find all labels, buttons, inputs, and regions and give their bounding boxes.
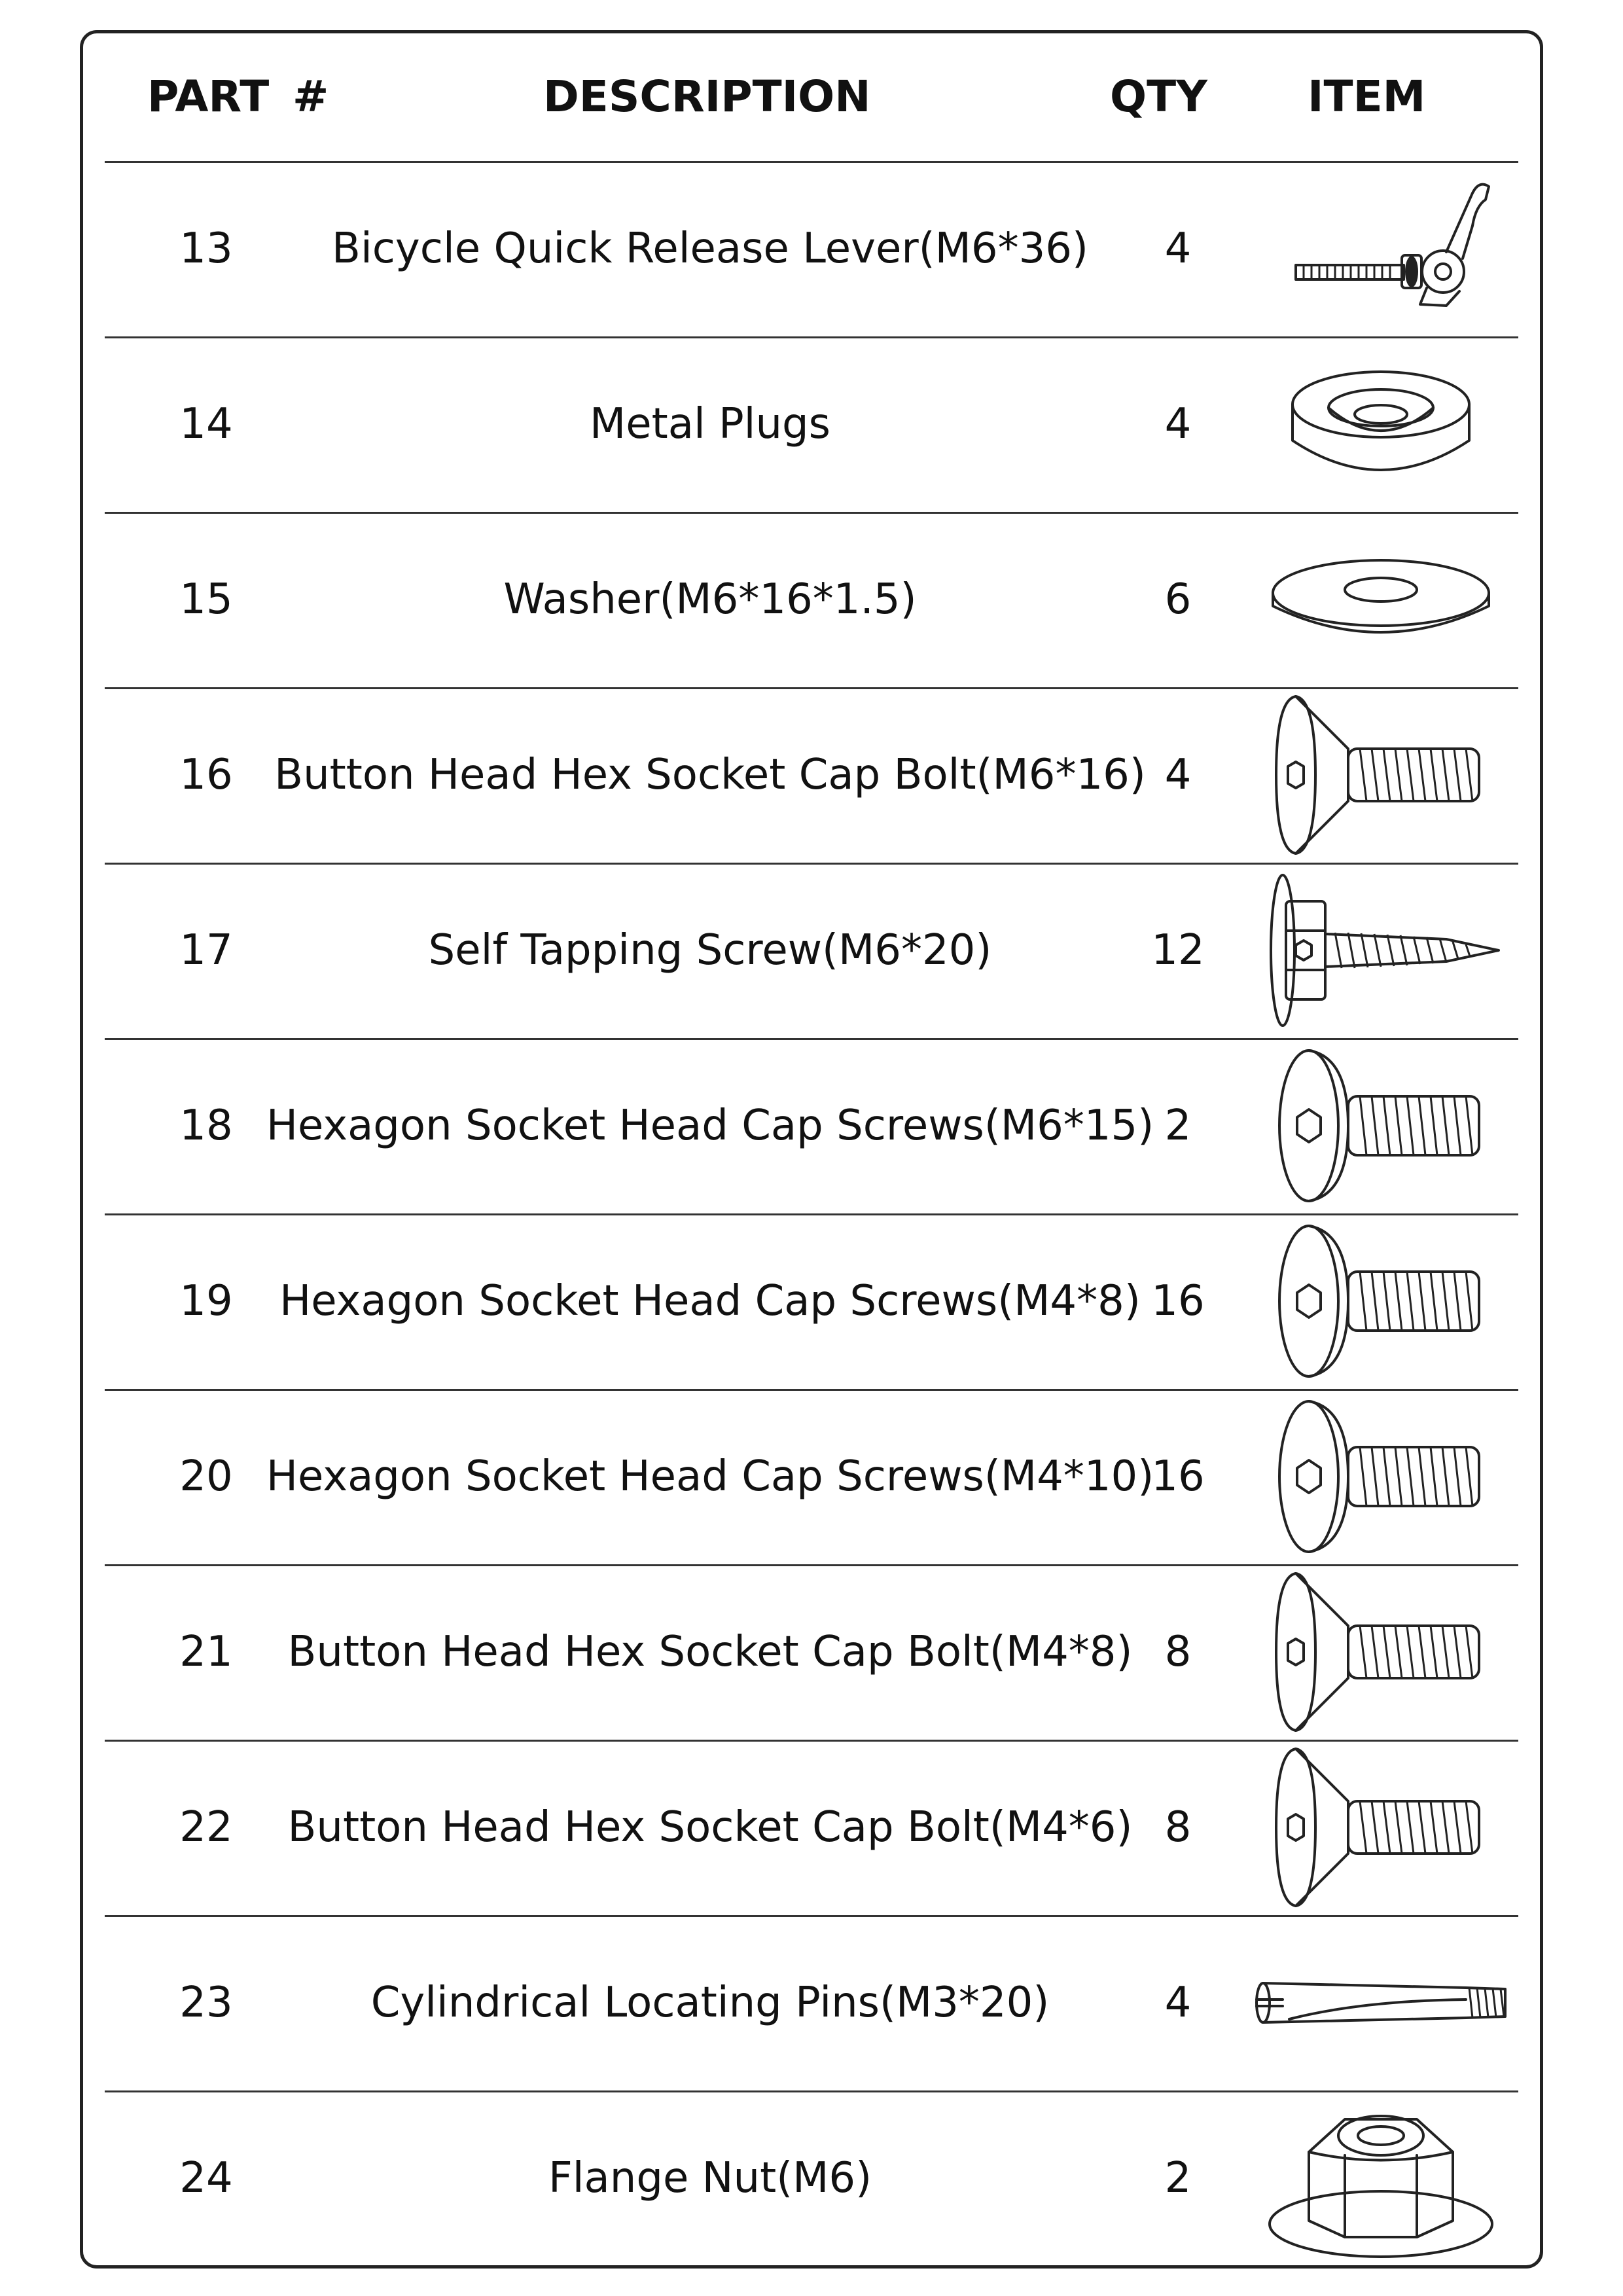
table-row: [105, 161, 1518, 336]
part-description: Button Head Hex Socket Cap Bolt(M4*8): [287, 1628, 1133, 1676]
table-row: [105, 1038, 1518, 1213]
header-hash: #: [293, 71, 329, 122]
part-description: Button Head Hex Socket Cap Bolt(M4*6): [287, 1803, 1133, 1852]
countersunk-bolt-icon: [1243, 1564, 1518, 1740]
header-qty: QTY: [1110, 71, 1207, 122]
part-number: 21: [179, 1628, 233, 1676]
part-number: 15: [179, 575, 233, 624]
part-number: 19: [179, 1277, 233, 1325]
countersunk-bolt-icon: [1243, 687, 1518, 863]
flange-nut-icon: [1243, 2090, 1518, 2266]
part-description: Hexagon Socket Head Cap Screws(M6*15): [266, 1102, 1154, 1150]
table-row: [105, 336, 1518, 512]
part-quantity: 4: [1164, 751, 1192, 799]
self-tapping-screw-icon: [1243, 863, 1518, 1038]
part-number: 13: [179, 224, 233, 273]
part-quantity: 6: [1164, 575, 1192, 624]
table-row: [105, 512, 1518, 687]
part-description: Self Tapping Screw(M6*20): [428, 926, 992, 975]
socket-cap-screw-icon: [1243, 1213, 1518, 1389]
part-quantity: 2: [1164, 2154, 1192, 2202]
table-row: [105, 2090, 1518, 2266]
socket-cap-screw-icon: [1243, 1389, 1518, 1564]
table-row: [105, 1740, 1518, 1915]
part-description: Washer(M6*16*1.5): [503, 575, 917, 624]
table-row: [105, 1213, 1518, 1389]
socket-cap-screw-icon: [1243, 1038, 1518, 1213]
washer-icon: [1243, 512, 1518, 687]
part-number: 22: [179, 1803, 233, 1852]
part-description: Metal Plugs: [590, 400, 830, 448]
part-quantity: 16: [1151, 1452, 1205, 1501]
table-row: [105, 863, 1518, 1038]
part-description: Cylindrical Locating Pins(M3*20): [370, 1979, 1050, 2027]
metal-plug-icon: [1243, 336, 1518, 512]
part-description: Hexagon Socket Head Cap Screws(M4*8): [279, 1277, 1141, 1325]
part-quantity: 2: [1164, 1102, 1192, 1150]
part-quantity: 16: [1151, 1277, 1205, 1325]
table-row: [105, 1915, 1518, 2090]
part-number: 23: [179, 1979, 233, 2027]
countersunk-bolt-icon: [1243, 1740, 1518, 1915]
header-item: ITEM: [1308, 71, 1426, 122]
part-quantity: 8: [1164, 1628, 1192, 1676]
quick-release-lever-icon: [1243, 161, 1518, 336]
part-number: 24: [179, 2154, 233, 2202]
part-description: Bicycle Quick Release Lever(M6*36): [332, 224, 1088, 273]
part-quantity: 4: [1164, 1979, 1192, 2027]
part-number: 20: [179, 1452, 233, 1501]
table-row: [105, 1389, 1518, 1564]
header-part: PART: [147, 71, 270, 122]
part-number: 18: [179, 1102, 233, 1150]
part-number: 16: [179, 751, 233, 799]
table-row: [105, 687, 1518, 863]
part-description: Hexagon Socket Head Cap Screws(M4*10): [266, 1452, 1154, 1501]
part-quantity: 12: [1151, 926, 1205, 975]
part-quantity: 8: [1164, 1803, 1192, 1852]
part-quantity: 4: [1164, 400, 1192, 448]
locating-pin-icon: [1243, 1915, 1518, 2090]
part-quantity: 4: [1164, 224, 1192, 273]
part-description: Flange Nut(M6): [548, 2154, 872, 2202]
part-number: 14: [179, 400, 233, 448]
table-row: [105, 1564, 1518, 1740]
header-description: DESCRIPTION: [543, 71, 871, 122]
part-description: Button Head Hex Socket Cap Bolt(M6*16): [274, 751, 1146, 799]
part-number: 17: [179, 926, 233, 975]
